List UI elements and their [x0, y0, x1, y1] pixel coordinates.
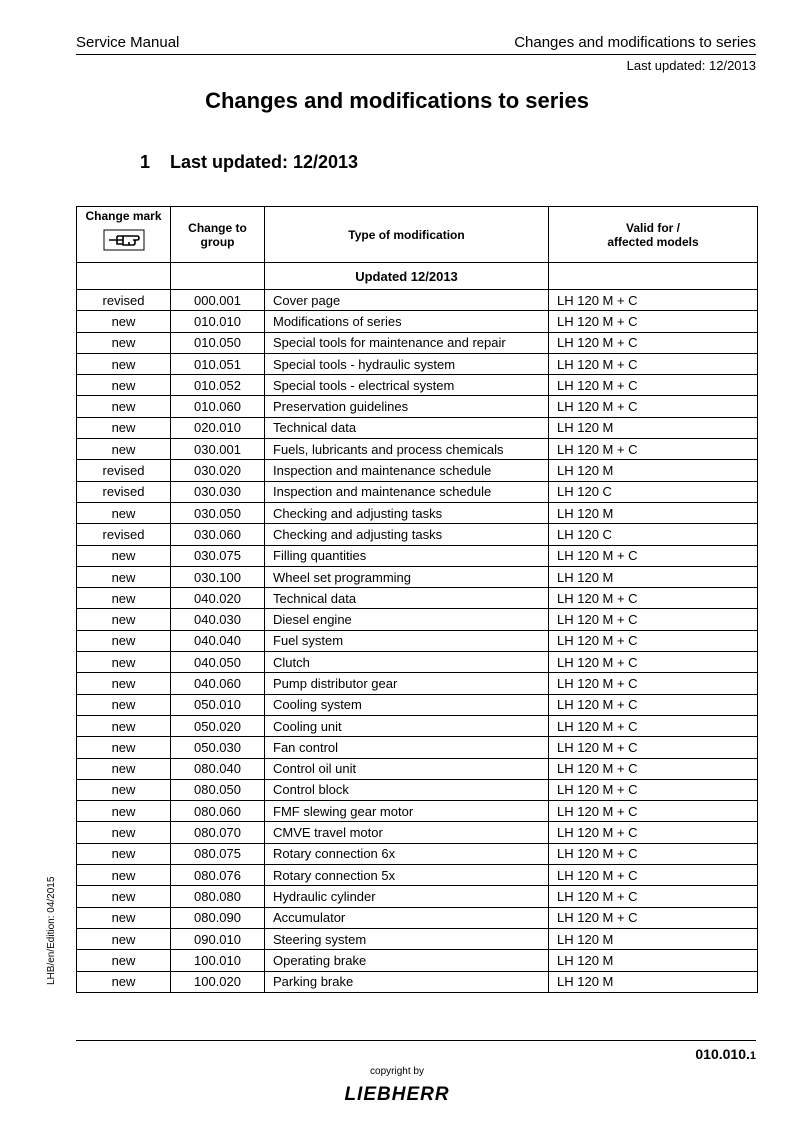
change-group-cell: 080.060 [171, 801, 265, 822]
table-row [77, 481, 758, 502]
change-mark-cell: revised [77, 460, 171, 481]
liebherr-logo: LIEBHERR [344, 1084, 450, 1105]
table-row [77, 353, 758, 374]
valid-for-cell: LH 120 M + C [549, 865, 758, 886]
change-group-cell: 020.010 [171, 417, 265, 438]
change-group-cell: 050.020 [171, 715, 265, 736]
valid-for-cell: LH 120 M + C [549, 609, 758, 630]
valid-for-cell: LH 120 M + C [549, 886, 758, 907]
updated-row [77, 263, 758, 290]
change-group-cell: 030.060 [171, 524, 265, 545]
change-mark-cell: new [77, 609, 171, 630]
type-cell: Fan control [265, 737, 549, 758]
change-mark-cell: new [77, 928, 171, 949]
type-cell: Preservation guidelines [265, 396, 549, 417]
header-last-updated: Last updated: 12/2013 [626, 58, 756, 73]
valid-for-cell: LH 120 M + C [549, 311, 758, 332]
valid-for-cell: LH 120 M + C [549, 779, 758, 800]
valid-for-cell: LH 120 M [549, 950, 758, 971]
type-cell: Rotary connection 5x [265, 865, 549, 886]
change-mark-cell: new [77, 652, 171, 673]
type-cell: Special tools for maintenance and repair [265, 332, 549, 353]
change-group-cell: 010.051 [171, 353, 265, 374]
valid-for-cell: LH 120 M + C [549, 801, 758, 822]
type-cell: Control block [265, 779, 549, 800]
valid-for-cell: LH 120 M [549, 971, 758, 992]
table-row [77, 396, 758, 417]
header-group-line1: Change to [188, 220, 247, 235]
valid-for-cell: LH 120 M + C [549, 332, 758, 353]
change-group-cell: 080.070 [171, 822, 265, 843]
valid-for-cell: LH 120 M + C [549, 907, 758, 928]
valid-for-cell: LH 120 C [549, 524, 758, 545]
change-mark-cell: new [77, 950, 171, 971]
change-group-cell: 040.020 [171, 588, 265, 609]
type-cell: Modifications of series [265, 311, 549, 332]
valid-for-cell: LH 120 M + C [549, 673, 758, 694]
change-mark-cell: new [77, 502, 171, 523]
change-mark-cell: new [77, 375, 171, 396]
type-cell: Cooling system [265, 694, 549, 715]
table-row [77, 715, 758, 736]
valid-for-cell: LH 120 M [549, 460, 758, 481]
change-group-cell: 080.076 [171, 865, 265, 886]
valid-for-cell: LH 120 M + C [549, 715, 758, 736]
change-mark-cell: revised [77, 524, 171, 545]
pointing-hand-icon [103, 229, 145, 251]
edition-sidebar: LHB/en/Edition: 04/2015 [46, 876, 57, 985]
change-group-cell: 040.040 [171, 630, 265, 651]
type-cell: Cover page [265, 290, 549, 311]
page-number-main: 010.010. [695, 1046, 750, 1062]
change-mark-cell: new [77, 779, 171, 800]
table-row [77, 311, 758, 332]
valid-for-cell: LH 120 M + C [549, 439, 758, 460]
valid-for-cell: LH 120 C [549, 481, 758, 502]
updated-empty-cell [77, 263, 171, 290]
change-group-cell: 080.080 [171, 886, 265, 907]
change-mark-cell: new [77, 801, 171, 822]
copyright-text: copyright by [370, 1066, 424, 1077]
table-row [77, 417, 758, 438]
valid-for-cell: LH 120 M + C [549, 630, 758, 651]
type-cell: Control oil unit [265, 758, 549, 779]
change-group-cell: 040.060 [171, 673, 265, 694]
valid-for-cell: LH 120 M [549, 417, 758, 438]
change-mark-cell: new [77, 545, 171, 566]
table-row [77, 439, 758, 460]
modifications-table [76, 206, 758, 993]
change-mark-cell: new [77, 311, 171, 332]
table-row [77, 907, 758, 928]
change-group-cell: 100.020 [171, 971, 265, 992]
table-row [77, 950, 758, 971]
change-group-cell: 000.001 [171, 290, 265, 311]
type-cell: Cooling unit [265, 715, 549, 736]
type-cell: Fuels, lubricants and process chemicals [265, 439, 549, 460]
type-cell: Technical data [265, 588, 549, 609]
table-row [77, 779, 758, 800]
table-row [77, 865, 758, 886]
table-row [77, 822, 758, 843]
table-row [77, 524, 758, 545]
table-row [77, 737, 758, 758]
valid-for-cell: LH 120 M + C [549, 822, 758, 843]
table-row [77, 588, 758, 609]
change-mark-cell: new [77, 439, 171, 460]
type-cell: CMVE travel motor [265, 822, 549, 843]
change-group-cell: 010.050 [171, 332, 265, 353]
type-cell: Technical data [265, 417, 549, 438]
valid-for-cell: LH 120 M + C [549, 396, 758, 417]
type-cell: Inspection and maintenance schedule [265, 460, 549, 481]
header-divider [76, 54, 756, 55]
header-change-mark-label: Change mark [85, 208, 162, 223]
header-manual-title: Service Manual [76, 34, 180, 51]
type-cell: FMF slewing gear motor [265, 801, 549, 822]
table-row [77, 630, 758, 651]
section-number: 1 [140, 152, 151, 172]
change-group-cell: 080.075 [171, 843, 265, 864]
change-group-cell: 100.010 [171, 950, 265, 971]
change-mark-cell: revised [77, 290, 171, 311]
table-row [77, 758, 758, 779]
header-type: Type of modification [265, 207, 549, 263]
type-cell: Accumulator [265, 907, 549, 928]
change-mark-cell: new [77, 737, 171, 758]
header-valid-line2: affected models [607, 234, 699, 249]
valid-for-cell: LH 120 M + C [549, 843, 758, 864]
change-mark-cell: new [77, 971, 171, 992]
type-cell: Filling quantities [265, 545, 549, 566]
header-group-line2: group [200, 234, 235, 249]
change-group-cell: 010.052 [171, 375, 265, 396]
change-group-cell: 010.060 [171, 396, 265, 417]
type-cell: Fuel system [265, 630, 549, 651]
change-mark-cell: new [77, 715, 171, 736]
change-group-cell: 030.050 [171, 502, 265, 523]
table-row [77, 290, 758, 311]
change-group-cell: 030.001 [171, 439, 265, 460]
type-cell: Operating brake [265, 950, 549, 971]
type-cell: Special tools - electrical system [265, 375, 549, 396]
change-mark-cell: new [77, 332, 171, 353]
change-group-cell: 040.050 [171, 652, 265, 673]
table-row [77, 375, 758, 396]
change-group-cell: 010.010 [171, 311, 265, 332]
change-mark-cell: new [77, 630, 171, 651]
valid-for-cell: LH 120 M + C [549, 353, 758, 374]
type-cell: Parking brake [265, 971, 549, 992]
change-mark-cell: new [77, 566, 171, 587]
change-mark-cell: new [77, 865, 171, 886]
type-cell: Hydraulic cylinder [265, 886, 549, 907]
table-row [77, 843, 758, 864]
header-chapter-title: Changes and modifications to series [514, 34, 756, 51]
valid-for-cell: LH 120 M + C [549, 545, 758, 566]
table-row [77, 502, 758, 523]
type-cell: Pump distributor gear [265, 673, 549, 694]
footer-divider [76, 1040, 756, 1041]
section-heading [140, 152, 358, 173]
valid-for-cell: LH 120 M + C [549, 652, 758, 673]
change-group-cell: 030.075 [171, 545, 265, 566]
change-group-cell: 050.030 [171, 737, 265, 758]
type-cell: Special tools - hydraulic system [265, 353, 549, 374]
type-cell: Rotary connection 6x [265, 843, 549, 864]
type-cell: Inspection and maintenance schedule [265, 481, 549, 502]
change-mark-cell: new [77, 353, 171, 374]
type-cell: Steering system [265, 928, 549, 949]
table-row [77, 652, 758, 673]
valid-for-cell: LH 120 M [549, 928, 758, 949]
change-group-cell: 080.050 [171, 779, 265, 800]
header-change-mark [77, 207, 171, 263]
change-mark-cell: new [77, 758, 171, 779]
type-cell: Checking and adjusting tasks [265, 502, 549, 523]
header-valid-line1: Valid for / [625, 220, 680, 235]
section-text: Last updated: 12/2013 [170, 152, 359, 172]
change-group-cell: 040.030 [171, 609, 265, 630]
change-group-cell: 050.010 [171, 694, 265, 715]
table-row [77, 694, 758, 715]
change-group-cell: 080.090 [171, 907, 265, 928]
type-cell: Clutch [265, 652, 549, 673]
change-mark-cell: new [77, 843, 171, 864]
table-row [77, 928, 758, 949]
table-row [77, 545, 758, 566]
table-row [77, 460, 758, 481]
change-mark-cell: new [77, 822, 171, 843]
page-number-sub: 1 [749, 1050, 756, 1062]
change-group-cell: 030.020 [171, 460, 265, 481]
change-group-cell: 030.100 [171, 566, 265, 587]
valid-for-cell: LH 120 M + C [549, 588, 758, 609]
type-cell: Wheel set programming [265, 566, 549, 587]
change-group-cell: 090.010 [171, 928, 265, 949]
page-title: Changes and modifications to series [205, 88, 589, 113]
page-number [695, 1046, 756, 1062]
valid-for-cell: LH 120 M [549, 502, 758, 523]
change-mark-cell: revised [77, 481, 171, 502]
header-valid-for [549, 207, 758, 263]
table-row [77, 332, 758, 353]
change-mark-cell: new [77, 417, 171, 438]
table-row [77, 971, 758, 992]
updated-empty-cell [171, 263, 265, 290]
change-mark-cell: new [77, 907, 171, 928]
valid-for-cell: LH 120 M + C [549, 375, 758, 396]
change-group-cell: 080.040 [171, 758, 265, 779]
header-change-group [171, 207, 265, 263]
change-mark-cell: new [77, 886, 171, 907]
table-row [77, 673, 758, 694]
updated-empty-cell [549, 263, 758, 290]
change-mark-cell: new [77, 588, 171, 609]
valid-for-cell: LH 120 M + C [549, 737, 758, 758]
valid-for-cell: LH 120 M + C [549, 694, 758, 715]
valid-for-cell: LH 120 M + C [549, 758, 758, 779]
change-mark-cell: new [77, 673, 171, 694]
table-row [77, 801, 758, 822]
table-row [77, 886, 758, 907]
change-mark-cell: new [77, 396, 171, 417]
change-group-cell: 030.030 [171, 481, 265, 502]
table-header-row [77, 207, 758, 263]
table-row [77, 609, 758, 630]
valid-for-cell: LH 120 M + C [549, 290, 758, 311]
updated-label: Updated 12/2013 [265, 263, 549, 290]
valid-for-cell: LH 120 M [549, 566, 758, 587]
type-cell: Checking and adjusting tasks [265, 524, 549, 545]
change-mark-cell: new [77, 694, 171, 715]
table-row [77, 566, 758, 587]
type-cell: Diesel engine [265, 609, 549, 630]
